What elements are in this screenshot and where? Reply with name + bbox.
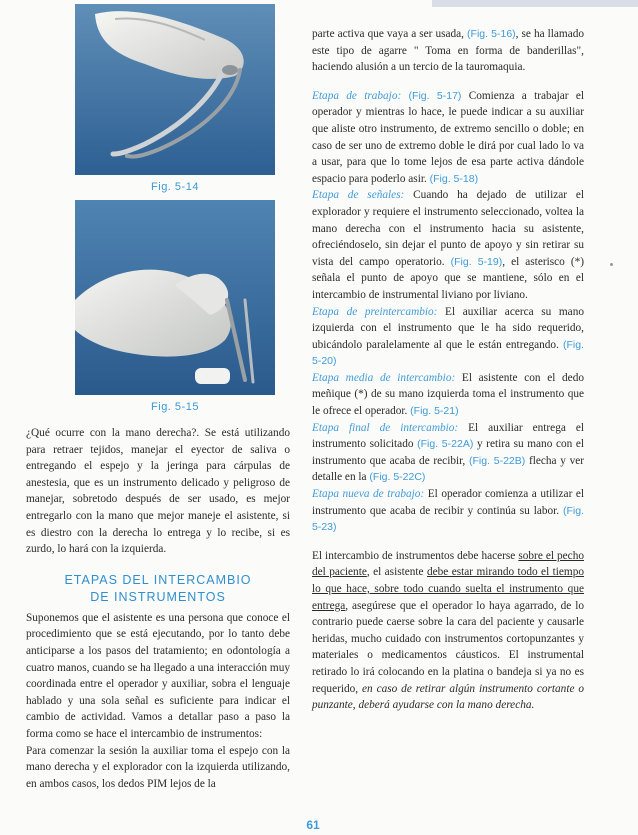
stage-label: Etapa nueva de trabajo: [312,488,425,501]
stage-label: Etapa final de intercambio: [312,421,459,434]
stage-label: Etapa de trabajo: [312,89,402,102]
stage-nueva: Etapa nueva de trabajo: El operador comienza a utilizar el instrumento que acaba de recibir y continúa su labor. (Fig. 5-23) [312,488,585,534]
stage-preintercambio: Etapa de preintercambio: El auxiliar acerca su mano izquierda con el instrumento que le ha sido requerido, ubicándolo paralelamente al que le están entregando. (Fig. 5-20) [312,305,584,368]
paragraph-final: El intercambio de instrumentos debe hacerse sobre el pecho del paciente, el asistente debe estar mirando todo el tiempo lo que hace, sobre todo cuando suelta el instrumento que entrega, asegúrese que el operador lo haya agarrado, de lo contrario puede caerse sobre la cara del paciente y causarle heridas, mucho cuidado con instrumentos cortopunzantes y materiales o medicamentos cáusticos. El instrumental retirado lo irá colocando en la platina o bandeja si ya no es requerido, en caso de retirar algún instrumento cortante o punzante, deberá ayudarse con la mano derecha. [312,549,585,712]
fig-ref: (Fig. 5-16) [467,28,516,40]
heading-line-2: DE INSTRUMENTOS [90,589,226,604]
fig-ref: (Fig. 5-22B) [468,454,526,467]
paragraph-suponemos: Suponemos que el asistente es una persona que conoce el procedimiento que se está ejecutando, por lo tanto debe anticiparse a los pasos del tratamiento; en odontología a cuatro manos, cuando se ha llegado a una interacción muy coordinada entre el operador y auxiliar, sobra el lenguaje hablado y una sola señal es suficiente para indicar el cambio de actividad. Vamos a detallar paso a paso la forma como se hace el intercambio de instrumentos: [26,611,290,740]
fig-ref: (Fig. 5-22C) [369,471,426,484]
fig-ref: (Fig. 5-22A) [417,438,474,451]
figure-5-15-photo [75,200,275,395]
fig-ref: (Fig. 5-21) [410,405,459,418]
intro-paragraph: ¿Qué ocurre con la mano derecha?. Se está utilizando para retraer tejidos, manejar el eyector de saliva o entregando el espejo y la jeringa para cárpulas de anestesia, que es un instrumento delicado y peligroso de manejar, sobretodo después de ser usado, es mejor entregarlo con la mano que mejor maneje el asistente, si es diestro con la derecha lo entrega y lo recibe, si es zurdo, lo hará con la izquierda. [26,427,290,556]
stage-label: Etapa media de intercambio: [312,371,456,384]
heading-line-1: ETAPAS DEL INTERCAMBIO [64,572,252,587]
fig-ref: (Fig. 5-19) [450,255,503,268]
stage-media: Etapa media de intercambio: El asistente con el dedo meñique (*) de su mano izquierda toma el instrumento que le ofrece el operador. (Fig. 5-21) [312,371,584,418]
section-heading [26,572,290,606]
figure-5-15-caption: Fig. 5-15 [151,401,199,413]
fig-ref: (Fig. 5-20) [312,338,584,368]
figure-5-14-caption: Fig. 5-14 [151,181,199,193]
stage-trabajo: Etapa de trabajo: (Fig. 5-17) Comienza a trabajar el operador y mientras lo hace, le puede indicar a su auxiliar que aliste otro instrumento, de extremo sencillo o doble; en caso de ser uno de extremo doble le dirá por cual lado lo va a usar, para que lo tome lejos de esa parte activa dándole espacio para poderlo asir. (Fig. 5-18) [312,89,584,185]
paragraph-continuation: parte activa que vaya a ser usada, (Fig. 5-16), se ha llamado este tipo de agarre " Toma en forma de banderillas", haciendo alusión a un tercio de la tauromaquia. [312,28,585,74]
underlined-text: sobre el pecho del paciente [312,549,584,579]
underlined-text: debe estar mirando todo el tiempo lo que hace, sobre todo cuando suelta el instrumento que entrega [312,566,584,612]
fig-ref: (Fig. 5-17) [408,89,462,102]
page-number: 61 [306,818,320,832]
figure-5-14-photo [75,4,275,175]
stage-label: Etapa de preintercambio: [312,305,438,318]
stage-final: Etapa final de intercambio: El auxiliar entrega el instrumento solicitado (Fig. 5-22A) y retira su mano con el instrumento que acaba de recibir, (Fig. 5-22B) flecha y ver detalle en la (Fig. 5-22C) [312,421,585,484]
speck [610,263,613,266]
fig-ref: (Fig. 5-18) [429,172,479,185]
fig-ref: (Fig. 5-23) [312,504,584,534]
stage-senales: Etapa de señales: Cuando ha dejado de utilizar el explorador y requiere el instrumento seleccionado, voltea la mano derecha con el instrumento hacia su asistente, ofreciéndoselo, sin dejar el punto de apoyo y sin retirar su vista del campo operatorio. (Fig. 5-19), el asterisco (*) señala el punto de apoyo que se mantiene, sólo en el intercambio de instrumental liviano por liviano. [312,189,584,301]
right-column [312,26,584,714]
paragraph-comenzar: Para comenzar la sesión la auxiliar toma el espejo con la mano derecha y el explorador con la izquierda utilizando, en ambos casos, los dedos PIM lejos de la [26,744,290,790]
italic-warning: en caso de retirar algún instrumento cortante o punzante, deberá ayudarse con la mano derecha. [312,682,585,712]
left-column [26,425,290,792]
top-color-band [432,0,638,7]
stage-label: Etapa de señales: [312,189,405,202]
